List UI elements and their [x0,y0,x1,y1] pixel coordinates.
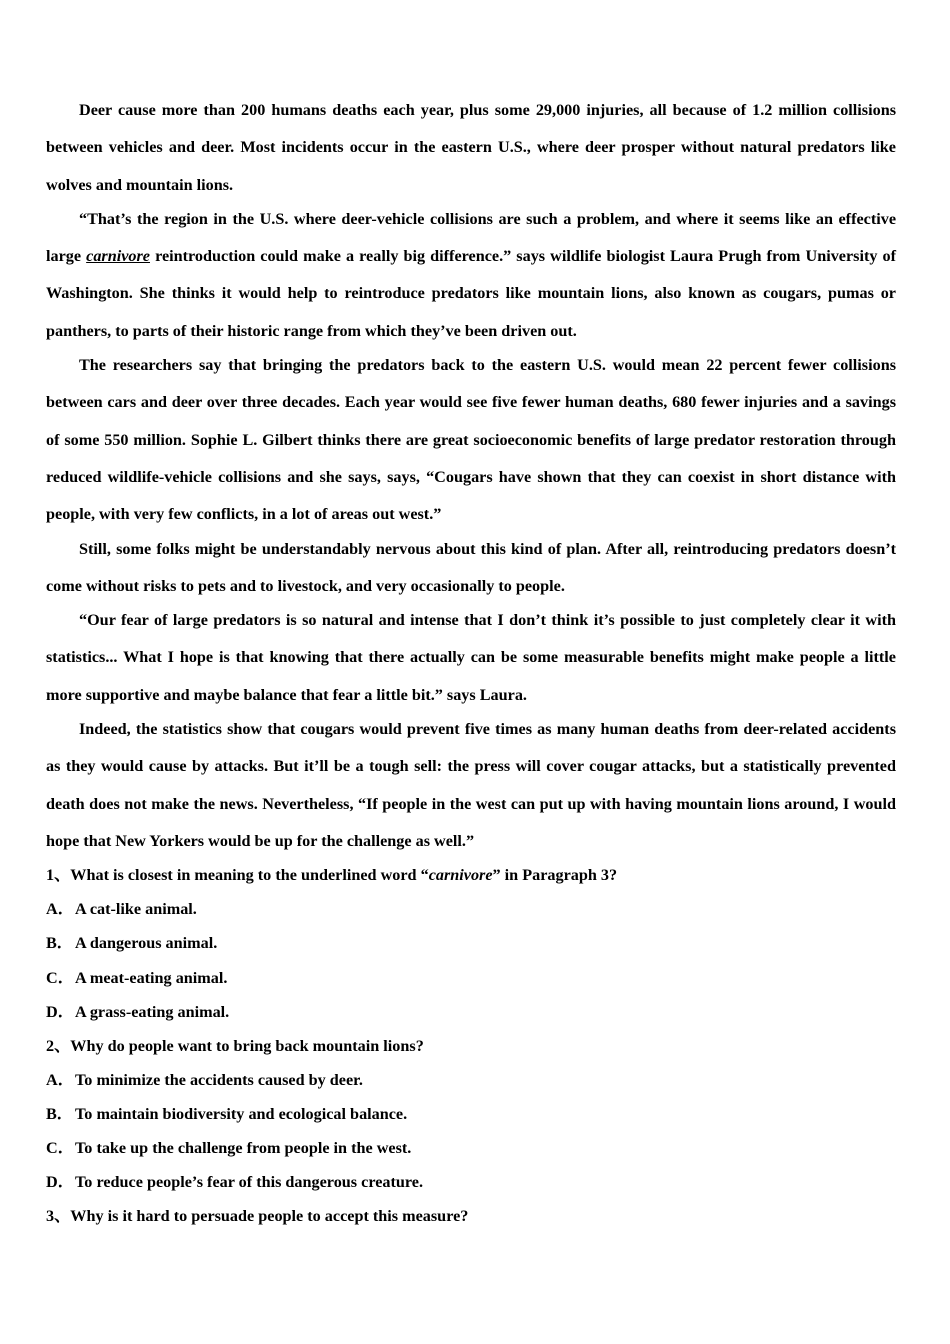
option-text: To minimize the accidents caused by deer. [75,1070,363,1089]
passage-paragraph-2 [46,201,896,350]
option-letter: B． [46,934,73,953]
question-1-stem-word: carnivore [428,866,493,885]
question-2 [46,1029,896,1199]
passage-paragraph-5: “Our fear of large predators is so natural and intense that I don’t think it’s possible to just completely clear it with statistics... What I hope is that knowing that there actually can be some measurable benefits might make people a little more supportive and maybe balance that fear a little bit.” says Laura. [46,611,896,704]
option-letter: A． [46,900,74,919]
question-2-option-a[interactable] [46,1063,896,1097]
question-2-option-b[interactable] [46,1097,896,1131]
question-1-stem [46,858,896,892]
option-text: To maintain biodiversity and ecological balance. [75,1104,408,1123]
question-3 [46,1199,896,1233]
option-letter: B． [46,1104,73,1123]
passage-paragraph-4: Still, some folks might be understandably nervous about this kind of plan. After all, reintroducing predators doesn’t come without risks to pets and to livestock, and very occasionally to people. [46,539,896,595]
passage-paragraph-3: The researchers say that bringing the predators back to the eastern U.S. would mean 22 percent fewer collisions between cars and deer over three decades. Each year would see five fewer human deaths, 680 fewer injuries and a savings of some 550 million. Sophie L. Gilbert thinks there are great socioeconomic benefits of large predator restoration through reduced wildlife-vehicle collisions and she says, says, “Cougars have shown that they can coexist in short distance with people, with very few conflicts, in a lot of areas out west.” [46,356,896,524]
underlined-word-carnivore: carnivore [86,247,150,266]
option-text: A cat-like animal. [75,900,197,919]
option-text: To reduce people’s fear of this dangerous creature. [75,1173,424,1192]
option-letter: C． [46,1138,74,1157]
passage-paragraph-6: Indeed, the statistics show that cougars would prevent five times as many human deaths from deer-related accidents as they would cause by attacks. But it’ll be a tough sell: the press will cover cougar attacks, but a statistically prevented death does not make the news. Nevertheless, “If people in the west can put up with having mountain lions around, I would hope that New Yorkers would be up for the challenge as well.” [46,720,896,850]
question-2-stem: 2、Why do people want to bring back mountain lions? [46,1036,424,1055]
option-letter: A． [46,1070,74,1089]
option-letter: C． [46,968,74,987]
option-text: A dangerous animal. [75,934,218,953]
question-1-option-b[interactable] [46,926,896,960]
option-text: A meat-eating animal. [75,968,228,987]
paragraph-2-text-after: reintroduction could make a really big difference.” says wildlife biologist Laura Prugh from University of Washington. She thinks it would help to reintroduce predators like mountain lions, also known as cougars, pumas or panthers, to parts of their historic range from which they’ve been driven out. [46,247,896,340]
question-3-stem: 3、Why is it hard to persuade people to accept this measure? [46,1207,469,1226]
option-text: A grass-eating animal. [75,1002,230,1021]
option-letter: D． [46,1173,74,1192]
question-1-option-d[interactable] [46,995,896,1029]
option-text: To take up the challenge from people in the west. [75,1138,412,1157]
question-1-option-c[interactable] [46,961,896,995]
question-1 [46,858,896,1028]
question-1-stem-before: 1、What is closest in meaning to the underlined word “ [46,866,429,885]
question-1-stem-after: ” in Paragraph 3? [492,866,618,885]
document-page [46,92,896,1233]
question-list [46,858,896,1233]
paragraph-2-text-before: “That’s the region in the U.S. where deer-vehicle collisions are such a problem, and where it seems like an effective large [46,209,896,266]
question-2-option-d[interactable] [46,1165,896,1199]
question-1-option-a[interactable] [46,892,896,926]
option-letter: D． [46,1002,74,1021]
question-2-option-c[interactable] [46,1131,896,1165]
passage-paragraph-1: Deer cause more than 200 humans deaths each year, plus some 29,000 injuries, all because of 1.2 million collisions between vehicles and deer. Most incidents occur in the eastern U.S., where deer prosper without natural predators like wolves and mountain lions. [46,101,896,194]
reading-passage [46,92,896,860]
